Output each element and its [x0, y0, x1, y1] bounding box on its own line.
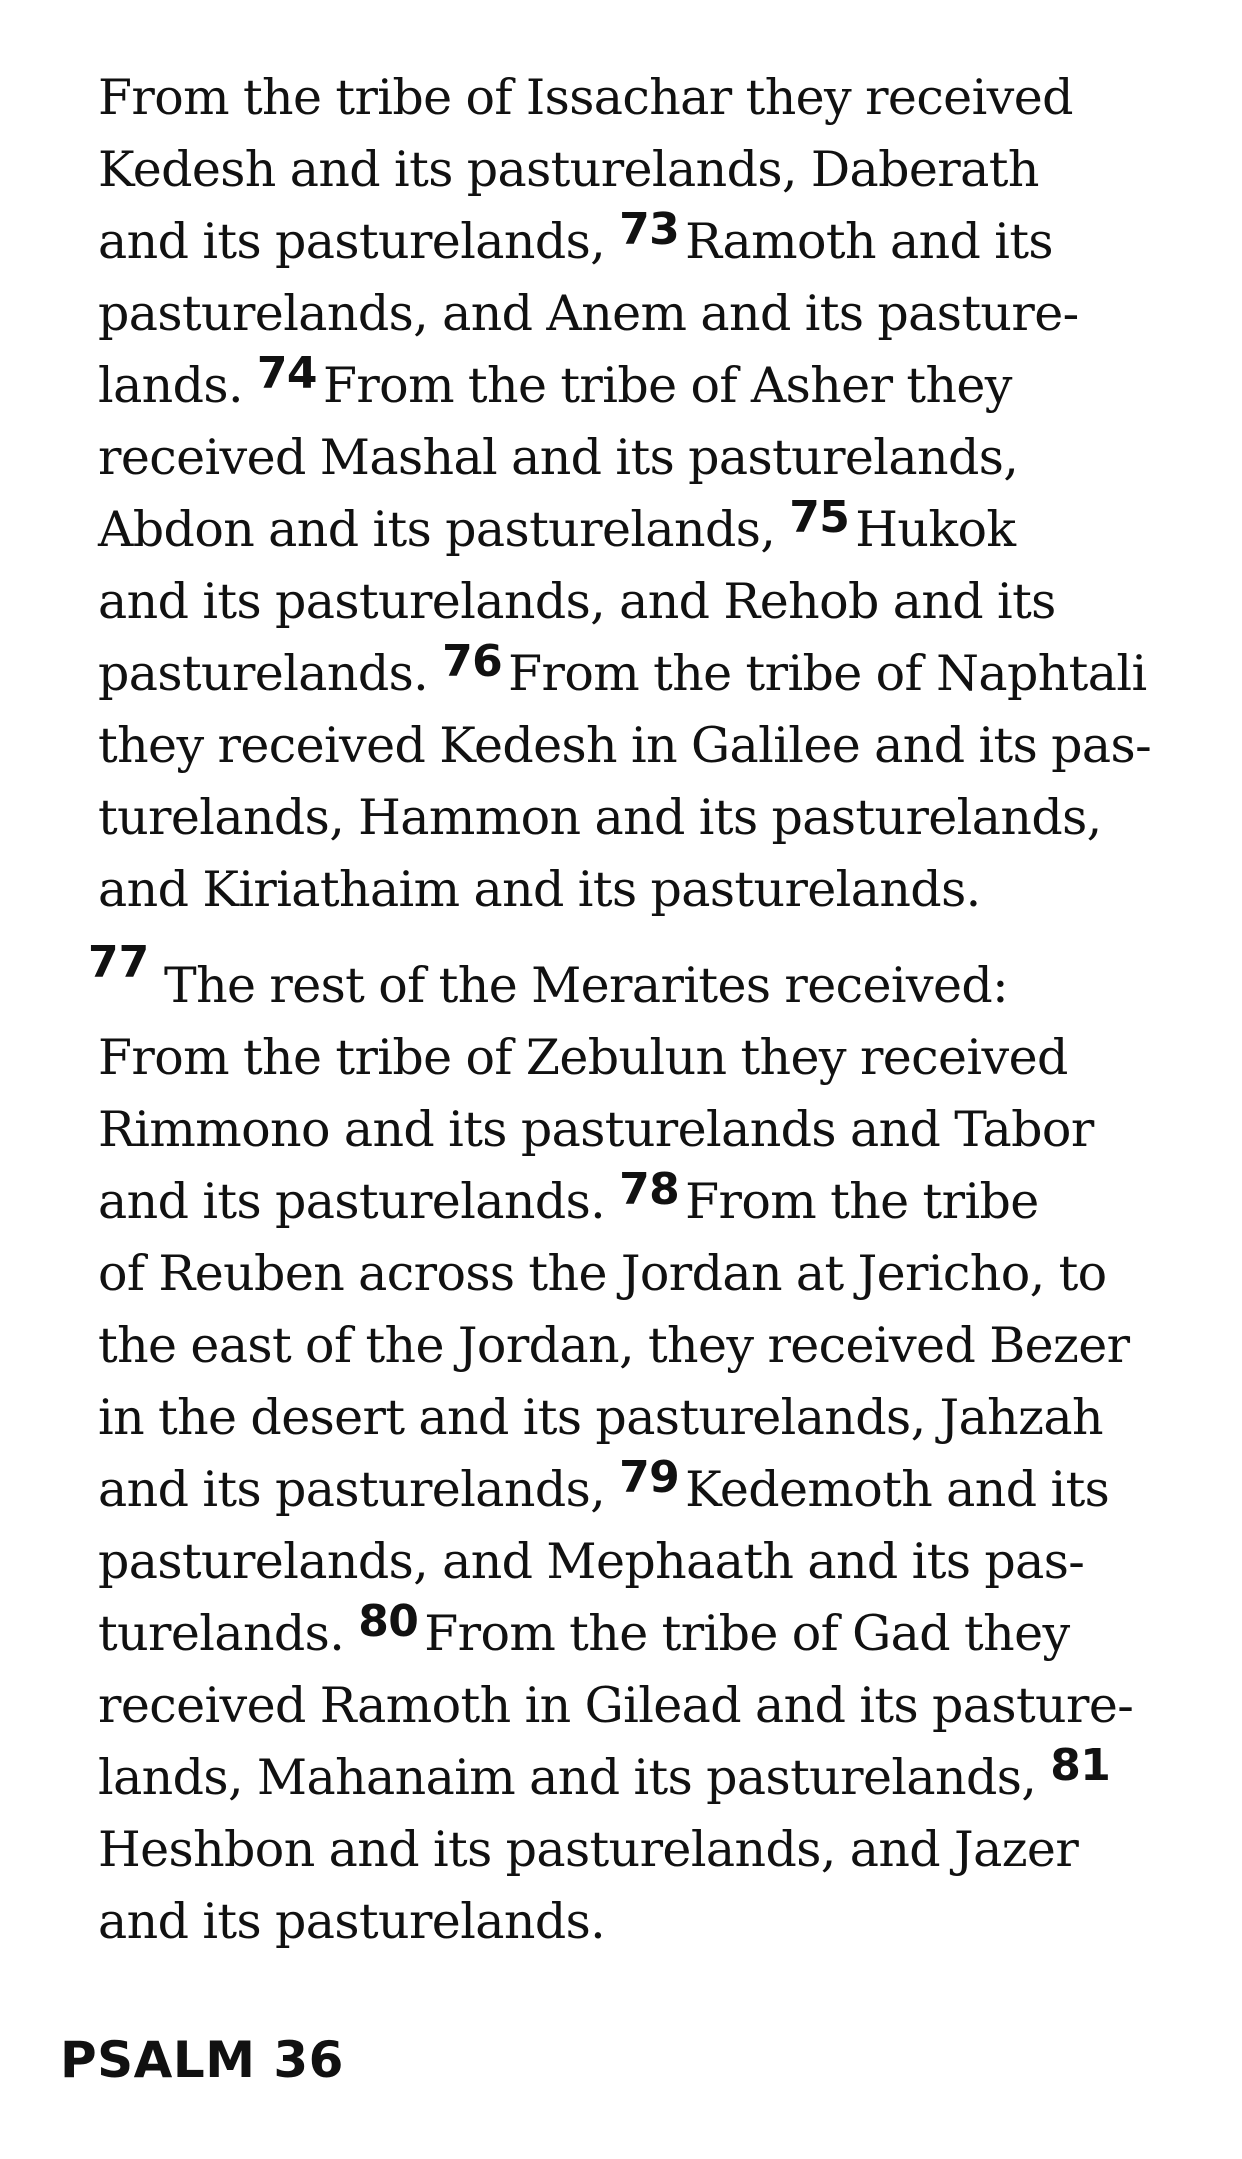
line-text: in the desert and its pasturelands, Jahzah [98, 1389, 1103, 1446]
verse-number: 78 [619, 1164, 680, 1215]
line-text: Abdon and its pasturelands, [98, 501, 790, 558]
line-text: the east of the Jordan, they received Bezer [98, 1317, 1130, 1374]
text-line [98, 62, 1073, 134]
verse-number: 77 [88, 937, 150, 988]
verse-number: 73 [619, 204, 680, 255]
section-heading: PSALM 36 [60, 2031, 344, 2089]
verse-number: 75 [789, 492, 850, 543]
text-line [98, 350, 1012, 422]
text-line [164, 950, 1008, 1022]
line-text: they received Kedesh in Galilee and its pas- [98, 717, 1152, 774]
text-line [98, 1598, 1070, 1670]
text-line [98, 278, 1079, 350]
line-text: turelands, Hammon and its pasturelands, [98, 789, 1102, 846]
line-text: Ramoth and its [685, 213, 1053, 270]
verse-number: 74 [256, 348, 317, 399]
text-line [98, 1454, 1109, 1526]
text-line [98, 1886, 605, 1958]
line-text: From the tribe of Asher they [322, 357, 1012, 414]
text-line [98, 1022, 1068, 1094]
line-text: of Reuben across the Jordan at Jericho, to [98, 1245, 1107, 1302]
line-text: Kedemoth and its [685, 1461, 1110, 1518]
text-line [98, 710, 1151, 782]
text-line [98, 566, 1056, 638]
line-text: From the tribe [685, 1173, 1039, 1230]
line-text: The rest of the Merarites received: [164, 957, 1009, 1014]
line-text: and its pasturelands, [98, 213, 620, 270]
text-line [98, 1742, 1116, 1814]
line-text: Hukok [855, 501, 1016, 558]
line-text: turelands. [98, 1605, 359, 1662]
line-text: Rimmono and its pasturelands and Tabor [98, 1101, 1094, 1158]
text-line [98, 638, 1147, 710]
text-line [98, 206, 1053, 278]
line-text: lands, Mahanaim and its pasturelands, [98, 1749, 1051, 1806]
text-line [98, 494, 1015, 566]
line-text: received Ramoth in Gilead and its pasture- [98, 1677, 1134, 1734]
text-line [98, 1094, 1094, 1166]
line-text: and its pasturelands. [98, 1173, 620, 1230]
line-text: and its pasturelands, [98, 1461, 620, 1518]
text-line [98, 854, 981, 926]
verse-number: 79 [619, 1452, 680, 1503]
line-text: received Mashal and its pasturelands, [98, 429, 1019, 486]
line-text: pasturelands, and Anem and its pasture- [98, 285, 1079, 342]
line-text: pasturelands, and Mephaath and its pas- [98, 1533, 1085, 1590]
text-line [98, 782, 1102, 854]
verse-number: 80 [358, 1596, 419, 1647]
text-line [98, 1814, 1078, 1886]
text-line [98, 1166, 1039, 1238]
line-text: lands. [98, 357, 257, 414]
text-line [98, 1526, 1084, 1598]
line-text: and its pasturelands, and Rehob and its [98, 573, 1056, 630]
text-line [98, 1310, 1129, 1382]
verse-number: 76 [442, 636, 503, 687]
line-text: Kedesh and its pasturelands, Daberath [98, 141, 1039, 198]
text-line [98, 1382, 1103, 1454]
text-line [98, 134, 1039, 206]
verse-number: 81 [1050, 1740, 1111, 1791]
line-text: From the tribe of Gad they [424, 1605, 1070, 1662]
line-text: and its pasturelands. [98, 1893, 606, 1950]
text-line [98, 1238, 1107, 1310]
line-text: Heshbon and its pasturelands, and Jazer [98, 1821, 1079, 1878]
text-line [98, 422, 1018, 494]
line-text: From the tribe of Naphtali [508, 645, 1147, 702]
line-text: From the tribe of Zebulun they received [98, 1029, 1068, 1086]
text-line [98, 1670, 1133, 1742]
line-text: and Kiriathaim and its pasturelands. [98, 861, 981, 918]
line-text: pasturelands. [98, 645, 443, 702]
line-text: From the tribe of Issachar they received [98, 69, 1073, 126]
